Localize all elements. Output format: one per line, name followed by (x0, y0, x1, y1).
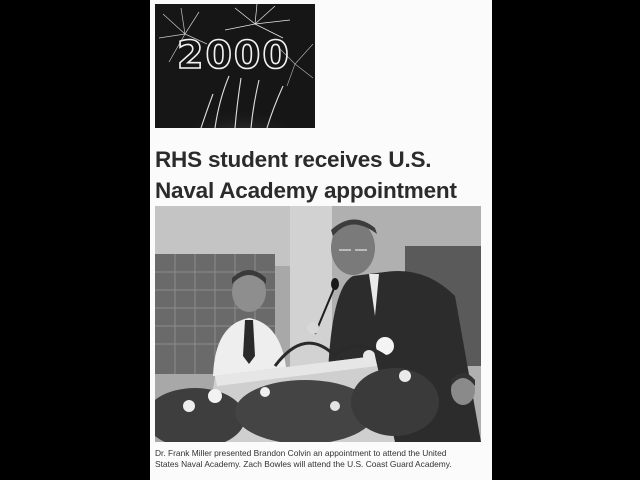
headline-line-1: RHS student receives U.S. (155, 147, 432, 172)
headline-line-2: Naval Academy appointment (155, 178, 457, 203)
caption-line-1: Dr. Frank Miller presented Brandon Colvin an appointment to attend the United (155, 448, 447, 458)
audience-face (451, 373, 475, 405)
presentation-photo (155, 206, 481, 442)
fireworks-image (155, 4, 315, 128)
photo-caption (155, 448, 485, 470)
headline (155, 144, 489, 206)
newspaper-clipping (150, 0, 492, 480)
year-graphic-text: 2000 (177, 33, 291, 77)
caption-line-2: States Naval Academy. Zach Bowles will attend the U.S. Coast Guard Academy. (155, 459, 452, 469)
